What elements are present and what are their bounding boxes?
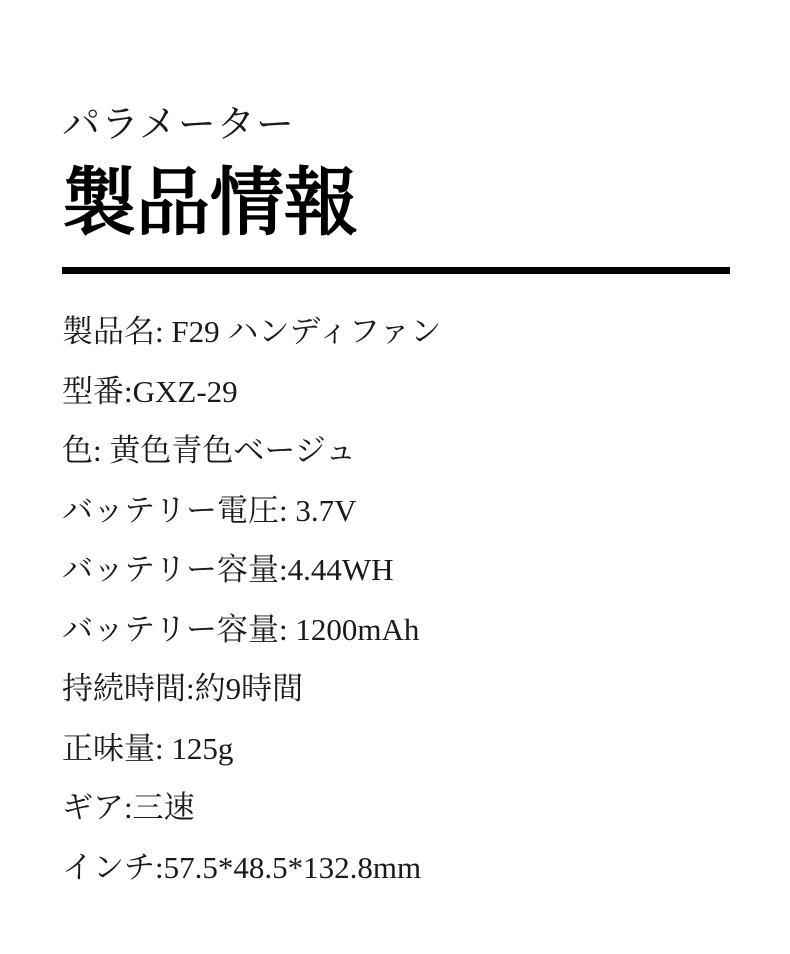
list-item: 製品名: F29 ハンディファン <box>62 314 442 350</box>
list-item: バッテリー容量:4.44WH <box>62 552 394 588</box>
title-divider <box>62 267 730 274</box>
page-eyebrow: パラメーター <box>62 104 295 146</box>
page-title: 製品情報 <box>62 159 358 246</box>
list-item: 型番:GXZ-29 <box>62 373 238 409</box>
list-item: ギア:三速 <box>62 790 195 826</box>
list-item: 持続時間:約9時間 <box>62 671 304 707</box>
list-item: バッテリー電圧: 3.7V <box>62 492 357 528</box>
list-item: インチ:57.5*48.5*132.8mm <box>62 849 422 885</box>
spec-list <box>62 302 730 897</box>
list-item: 色: 黄色青色ベージュ <box>62 433 357 469</box>
list-item: 正味量: 125g <box>62 730 234 766</box>
list-item: バッテリー容量: 1200mAh <box>62 611 420 647</box>
